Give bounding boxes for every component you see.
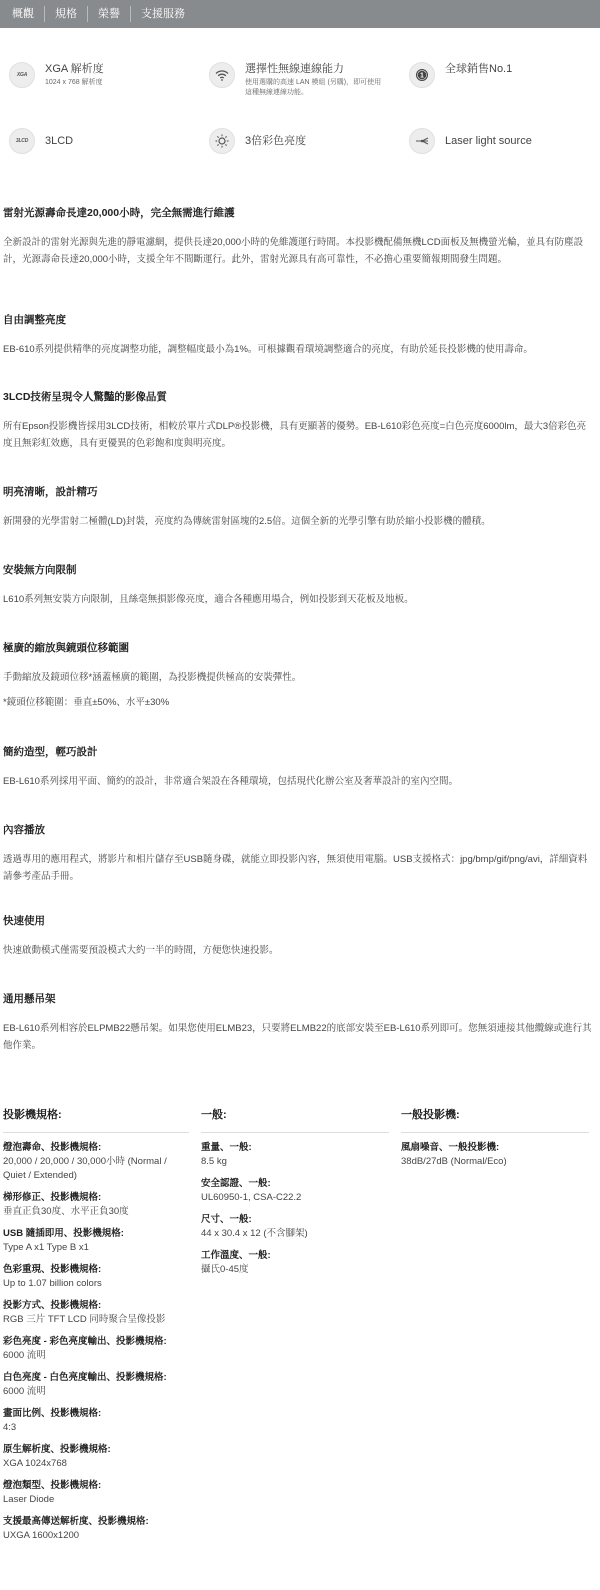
section-installation [3, 563, 593, 608]
spec-value: XGA 1024x768 [3, 1458, 67, 1469]
section-title: 3LCD技術呈現令人驚豔的影像品質 [3, 391, 167, 403]
spec-value: 6000 流明 [3, 1350, 46, 1361]
spec-value: 垂直正負30度、水平正負30度 [3, 1206, 129, 1217]
spec-label: 色彩重現、投影機規格: [3, 1264, 102, 1275]
section-text: L610系列無安裝方向限制，且絲毫無損影像亮度，適合各種應用場合，例如投影到天花板及地板。 [3, 594, 414, 605]
xga-badge-icon: XGA [9, 62, 35, 88]
feature-title: 全球銷售No.1 [445, 63, 513, 75]
spec-value: 20,000 / 20,000 / 30,000小時 (Normal / Quiet / Extended) [3, 1156, 167, 1181]
spec-item [3, 1191, 189, 1219]
spec-value: Laser Diode [3, 1494, 55, 1505]
section-text: *鏡頭位移範圍：垂直±50%、水平±30% [3, 697, 170, 708]
spec-item [201, 1141, 389, 1169]
section-text: EB-610系列提供精準的亮度調整功能，調整幅度最小為1%。可根據觀看環境調整適合的亮度，有助於延長投影機的使用壽命。 [3, 344, 533, 355]
brightness-icon [209, 128, 235, 154]
spec-label: 白色亮度 - 白色亮度輸出、投影機規格: [3, 1372, 167, 1383]
section-laser-lifetime [3, 206, 593, 268]
section-mount [3, 992, 593, 1054]
spec-item [3, 1407, 189, 1435]
feature-number-one [409, 62, 512, 88]
tab-bar [0, 0, 600, 28]
spec-item [3, 1371, 189, 1399]
number-one-icon [409, 62, 435, 88]
feature-title: 選擇性無線連線能力 [245, 63, 344, 75]
section-text: EB-L610系列採用平面、簡約的設計，非常適合架設在各種環境，包括現代化辦公室及奢華設計的室內空間。 [3, 776, 458, 787]
feature-title: Laser light source [445, 135, 532, 147]
wifi-icon [209, 62, 235, 88]
feature-3lcd [9, 128, 73, 154]
spec-label: 尺寸、一般: [201, 1214, 252, 1225]
spec-value: 4:3 [3, 1422, 17, 1433]
spec-label: 燈泡類型、投影機規格: [3, 1480, 102, 1491]
section-text: 快速啟動模式僅需要預設模式大約一半的時間，方便您快速投影。 [3, 945, 279, 956]
feature-title: XGA 解析度 [45, 63, 104, 75]
spec-label: 安全認證、一般: [201, 1178, 271, 1189]
spec-value: Up to 1.07 billion colors [3, 1278, 102, 1289]
spec-label: 畫面比例、投影機規格: [3, 1408, 102, 1419]
section-text: 所有Epson投影機皆採用3LCD技術，相較於單片式DLP®投影機，具有更顯著的優勢。EB-L610彩色亮度=白色亮度6000lm，最大3倍彩色亮度且無彩虹效應，具有更優異的色彩飽和度與明亮度。 [3, 421, 587, 449]
spec-item [201, 1177, 389, 1205]
tab-support[interactable]: 支援服務 [141, 8, 185, 20]
spec-item [3, 1479, 189, 1507]
section-text: EB-L610系列相容於ELPMB22懸吊架。如果您使用ELMB23，只要將ELMB22的底部安裝至EB-L610系列即可。您無須連接其他纜線或進行其他作業。 [3, 1023, 592, 1051]
3lcd-badge-icon: 3LCD [9, 128, 35, 154]
spec-item [3, 1227, 189, 1255]
spec-item [3, 1443, 189, 1471]
spec-item [3, 1299, 189, 1327]
spec-heading: 一般投影機: [401, 1106, 589, 1133]
spec-value: 8.5 kg [201, 1156, 227, 1167]
spec-value: 38dB/27dB (Normal/Eco) [401, 1156, 507, 1167]
section-title: 自由調整亮度 [3, 314, 66, 326]
feature-subtitle: 使用選購的高速 LAN 模組 (另購)，即可使用這種無線連線功能。 [245, 79, 382, 96]
section-title: 通用懸吊架 [3, 993, 56, 1005]
spec-value: RGB 三片 TFT LCD 同時聚合呈像投影 [3, 1314, 166, 1325]
spec-item [3, 1263, 189, 1291]
spec-value: UXGA 1600x1200 [3, 1530, 80, 1541]
spec-item [201, 1249, 389, 1277]
spec-label: 彩色亮度 - 彩色亮度輸出、投影機規格: [3, 1336, 167, 1347]
section-text: 全新設計的雷射光源與先進的靜電濾網，提供長達20,000小時的免維護運行時間。本投影機配備無機LCD面板及無機螢光輪，並具有防塵設計，光源壽命長達20,000小時，支援全年不間斷運行。此外，雷射光源具有高可靠性，不必擔心重要簡報期間發生問題。 [3, 237, 584, 265]
spec-item [3, 1515, 189, 1543]
feature-wireless [209, 62, 399, 98]
section-quick-start [3, 914, 593, 959]
section-title: 雷射光源壽命長達20,000小時，完全無需進行維護 [3, 207, 235, 219]
section-title: 簡約造型，輕巧設計 [3, 746, 98, 758]
section-bright-compact [3, 485, 593, 530]
section-zoom-lens-shift [3, 641, 593, 711]
spec-label: 投影方式、投影機規格: [3, 1300, 102, 1311]
section-title: 安裝無方向限制 [3, 564, 77, 576]
spec-label: 支援最高傳送解析度、投影機規格: [3, 1516, 149, 1527]
spec-item [201, 1213, 389, 1241]
spec-label: 工作溫度、一般: [201, 1250, 271, 1261]
spec-label: 原生解析度、投影機規格: [3, 1444, 111, 1455]
tab-overview[interactable]: 概觀 [2, 6, 45, 22]
section-text: 手動縮放及鏡頭位移*涵蓋極廣的範圍，為投影機提供極高的安裝彈性。 [3, 672, 302, 683]
spec-column-general [201, 1106, 389, 1277]
svg-text:1: 1 [420, 72, 424, 80]
spec-value: Type A x1 Type B x1 [3, 1242, 89, 1253]
spec-heading: 一般: [201, 1106, 389, 1133]
spec-item [401, 1141, 589, 1169]
spec-column-projector [3, 1106, 189, 1543]
tab-awards[interactable]: 榮譽 [88, 6, 131, 22]
section-title: 明亮清晰，設計精巧 [3, 486, 98, 498]
spec-label: 風扇噪音、一般投影機: [401, 1142, 500, 1153]
section-title: 極廣的縮放與鏡頭位移範圍 [3, 642, 129, 654]
spec-value: 攝氏0-45度 [201, 1264, 249, 1275]
feature-subtitle: 1024 x 768 解析度 [45, 79, 103, 86]
feature-color-brightness [209, 128, 306, 154]
feature-title: 3LCD [45, 135, 74, 147]
feature-title: 3倍彩色亮度 [245, 135, 307, 147]
laser-icon [409, 128, 435, 154]
section-3lcd [3, 390, 593, 452]
spec-value: UL60950-1, CSA-C22.2 [201, 1192, 302, 1203]
tab-specs[interactable]: 規格 [45, 6, 88, 22]
spec-heading: 投影機規格: [3, 1106, 189, 1133]
spec-item [3, 1141, 189, 1183]
section-brightness-adjust [3, 313, 593, 358]
section-text: 透過專用的應用程式，將影片和相片儲存至USB隨身碟，就能立即投影內容，無須使用電腦。USB支援格式：jpg/bmp/gif/png/avi，詳細資料請參考產品手冊。 [3, 854, 588, 882]
spec-label: 重量、一般: [201, 1142, 252, 1153]
section-design [3, 745, 593, 790]
spec-item [3, 1335, 189, 1363]
feature-laser [409, 128, 532, 154]
spec-value: 44 x 30.4 x 12 (不含腳架) [201, 1228, 308, 1239]
spec-label: 燈泡壽命、投影機規格: [3, 1142, 102, 1153]
spec-label: USB 隨插即用、投影機規格: [3, 1228, 124, 1239]
spec-label: 梯形修正、投影機規格: [3, 1192, 102, 1203]
section-title: 快速使用 [3, 915, 45, 927]
section-text: 新開發的光學雷射二極體(LD)封裝，亮度約為傳統雷射區塊的2.5倍。這個全新的光學引擎有助於縮小投影機的體積。 [3, 516, 491, 527]
section-title: 內容播放 [3, 824, 45, 836]
spec-value: 6000 流明 [3, 1386, 46, 1397]
section-content-playback [3, 823, 593, 885]
feature-xga [9, 62, 104, 88]
spec-column-general-projector [401, 1106, 589, 1169]
